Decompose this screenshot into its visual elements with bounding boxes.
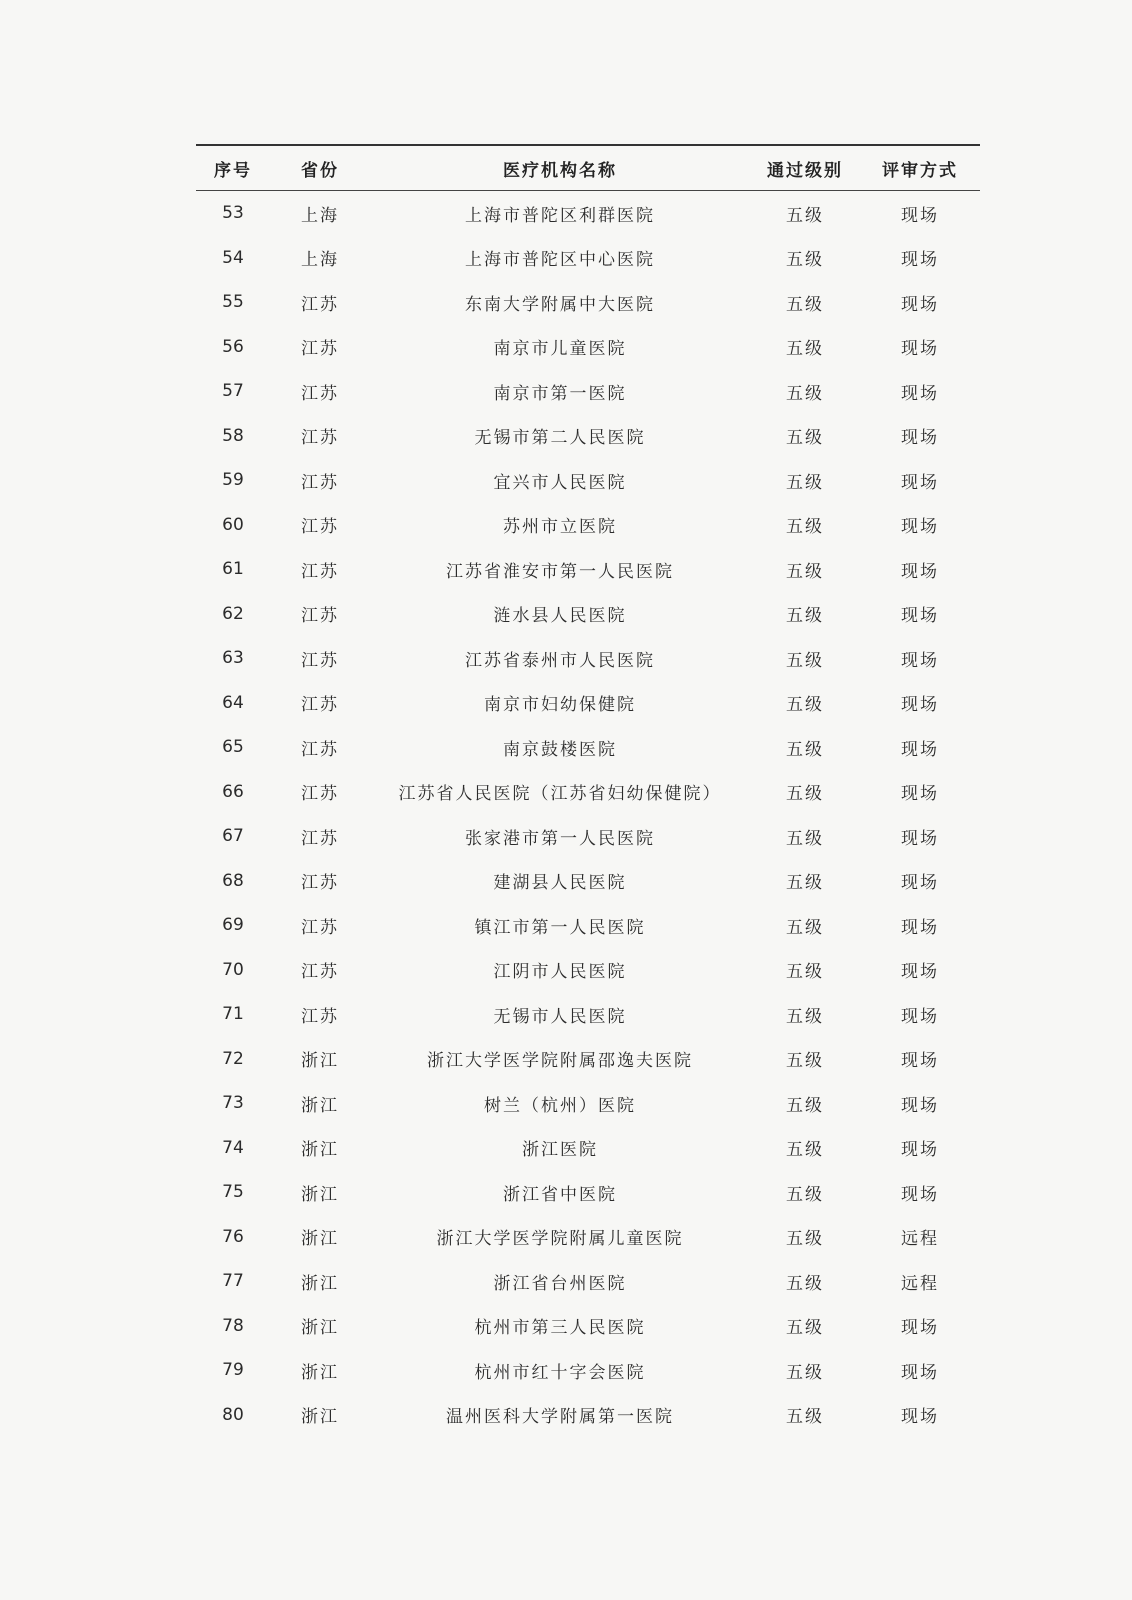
row-hospital-name: 镇江市第一人民医院	[474, 917, 646, 938]
table-row	[196, 992, 980, 1037]
table-row	[196, 191, 980, 236]
table-row	[196, 1126, 980, 1171]
row-province: 江苏	[301, 383, 339, 404]
row-num: 77	[222, 1271, 244, 1292]
row-level: 五级	[786, 1184, 824, 1205]
table-row	[196, 681, 980, 726]
row-province: 浙江	[301, 1273, 339, 1294]
row-review-method: 现场	[901, 472, 939, 493]
row-hospital-name: 宜兴市人民医院	[493, 472, 627, 493]
row-level: 五级	[786, 472, 824, 493]
row-review-method: 现场	[901, 383, 939, 404]
row-level: 五级	[786, 1229, 824, 1250]
row-num: 79	[222, 1360, 244, 1381]
row-hospital-name: 上海市普陀区利群医院	[465, 205, 655, 226]
row-level: 五级	[786, 517, 824, 538]
row-review-method: 现场	[901, 962, 939, 983]
row-num: 72	[222, 1048, 244, 1069]
row-num: 54	[222, 247, 244, 268]
table-row	[196, 1170, 980, 1215]
table-row	[196, 325, 980, 370]
row-province: 江苏	[301, 561, 339, 582]
row-hospital-name: 江苏省人民医院（江苏省妇幼保健院）	[398, 784, 722, 805]
row-province: 江苏	[301, 873, 339, 894]
row-num: 75	[222, 1182, 244, 1203]
table-row	[196, 280, 980, 325]
row-province: 上海	[301, 250, 339, 271]
row-review-method: 现场	[901, 1184, 939, 1205]
row-level: 五级	[786, 739, 824, 760]
row-review-method: 现场	[901, 739, 939, 760]
header-num: 序号	[214, 160, 252, 181]
row-level: 五级	[786, 962, 824, 983]
row-province: 浙江	[301, 1362, 339, 1383]
row-review-method: 现场	[901, 1140, 939, 1161]
row-review-method: 现场	[901, 1407, 939, 1428]
row-level: 五级	[786, 1095, 824, 1116]
row-level: 五级	[786, 784, 824, 805]
row-province: 浙江	[301, 1407, 339, 1428]
row-hospital-name: 江苏省淮安市第一人民医院	[446, 561, 674, 582]
row-level: 五级	[786, 873, 824, 894]
table-row	[196, 814, 980, 859]
row-hospital-name: 浙江省中医院	[503, 1184, 617, 1205]
row-province: 江苏	[301, 917, 339, 938]
row-province: 江苏	[301, 739, 339, 760]
row-review-method: 现场	[901, 517, 939, 538]
row-review-method: 现场	[901, 205, 939, 226]
row-num: 74	[222, 1137, 244, 1158]
row-num: 69	[222, 915, 244, 936]
row-hospital-name: 建湖县人民医院	[493, 873, 627, 894]
row-review-method: 现场	[901, 339, 939, 360]
row-level: 五级	[786, 1407, 824, 1428]
row-num: 71	[222, 1004, 244, 1025]
table-row	[196, 1348, 980, 1393]
row-hospital-name: 南京鼓楼医院	[503, 739, 617, 760]
row-level: 五级	[786, 917, 824, 938]
row-review-method: 现场	[901, 1362, 939, 1383]
row-hospital-name: 上海市普陀区中心医院	[465, 250, 655, 271]
row-province: 浙江	[301, 1051, 339, 1072]
row-review-method: 现场	[901, 828, 939, 849]
row-num: 55	[222, 292, 244, 313]
table-header-row	[196, 146, 980, 190]
row-level: 五级	[786, 1140, 824, 1161]
row-province: 江苏	[301, 517, 339, 538]
row-num: 58	[222, 425, 244, 446]
row-level: 五级	[786, 1051, 824, 1072]
row-num: 76	[222, 1226, 244, 1247]
row-num: 67	[222, 826, 244, 847]
table-row	[196, 1304, 980, 1349]
row-hospital-name: 杭州市第三人民医院	[474, 1318, 646, 1339]
row-num: 65	[222, 737, 244, 758]
row-review-method: 现场	[901, 917, 939, 938]
table-row	[196, 948, 980, 993]
row-num: 68	[222, 870, 244, 891]
row-review-method: 现场	[901, 294, 939, 315]
row-hospital-name: 浙江大学医学院附属邵逸夫医院	[427, 1051, 693, 1072]
table-row	[196, 903, 980, 948]
row-review-method: 现场	[901, 650, 939, 671]
row-province: 浙江	[301, 1095, 339, 1116]
row-review-method: 现场	[901, 695, 939, 716]
table-row	[196, 503, 980, 548]
table-row	[196, 1037, 980, 1082]
table-row	[196, 369, 980, 414]
row-hospital-name: 江阴市人民医院	[493, 962, 627, 983]
row-hospital-name: 无锡市第二人民医院	[474, 428, 646, 449]
row-level: 五级	[786, 383, 824, 404]
table-row	[196, 414, 980, 459]
row-num: 63	[222, 648, 244, 669]
row-level: 五级	[786, 606, 824, 627]
row-num: 60	[222, 514, 244, 535]
row-hospital-name: 东南大学附属中大医院	[465, 294, 655, 315]
row-review-method: 现场	[901, 1318, 939, 1339]
row-hospital-name: 南京市妇幼保健院	[484, 695, 636, 716]
row-level: 五级	[786, 1006, 824, 1027]
row-province: 江苏	[301, 294, 339, 315]
header-name: 医疗机构名称	[503, 160, 617, 181]
row-level: 五级	[786, 1273, 824, 1294]
table-row	[196, 1393, 980, 1438]
row-hospital-name: 杭州市红十字会医院	[474, 1362, 646, 1383]
row-num: 70	[222, 959, 244, 980]
header-province: 省份	[301, 160, 339, 181]
row-review-method: 现场	[901, 1095, 939, 1116]
row-num: 64	[222, 692, 244, 713]
row-hospital-name: 温州医科大学附属第一医院	[446, 1407, 674, 1428]
row-review-method: 现场	[901, 561, 939, 582]
row-review-method: 现场	[901, 873, 939, 894]
row-hospital-name: 涟水县人民医院	[493, 606, 627, 627]
row-province: 浙江	[301, 1184, 339, 1205]
hospital-table	[196, 144, 980, 1437]
row-review-method: 现场	[901, 1006, 939, 1027]
row-review-method: 现场	[901, 784, 939, 805]
row-num: 62	[222, 603, 244, 624]
row-level: 五级	[786, 1318, 824, 1339]
row-review-method: 远程	[901, 1229, 939, 1250]
table-row	[196, 770, 980, 815]
row-province: 江苏	[301, 784, 339, 805]
row-review-method: 现场	[901, 428, 939, 449]
row-num: 66	[222, 781, 244, 802]
row-province: 江苏	[301, 695, 339, 716]
row-province: 江苏	[301, 428, 339, 449]
row-review-method: 远程	[901, 1273, 939, 1294]
header-method: 评审方式	[882, 160, 958, 181]
row-level: 五级	[786, 1362, 824, 1383]
row-hospital-name: 树兰（杭州）医院	[484, 1095, 636, 1116]
row-province: 浙江	[301, 1318, 339, 1339]
row-hospital-name: 南京市儿童医院	[493, 339, 627, 360]
row-num: 80	[222, 1404, 244, 1425]
table-row	[196, 1081, 980, 1126]
row-num: 56	[222, 336, 244, 357]
row-num: 78	[222, 1315, 244, 1336]
table-row	[196, 1215, 980, 1260]
row-num: 73	[222, 1093, 244, 1114]
table-row	[196, 636, 980, 681]
row-hospital-name: 浙江省台州医院	[493, 1273, 627, 1294]
row-hospital-name: 浙江大学医学院附属儿童医院	[436, 1229, 684, 1250]
row-province: 江苏	[301, 472, 339, 493]
row-province: 江苏	[301, 339, 339, 360]
row-num: 59	[222, 470, 244, 491]
table-row	[196, 859, 980, 904]
row-num: 61	[222, 559, 244, 580]
row-level: 五级	[786, 205, 824, 226]
table-row	[196, 236, 980, 281]
row-province: 上海	[301, 205, 339, 226]
row-review-method: 现场	[901, 250, 939, 271]
row-level: 五级	[786, 650, 824, 671]
table-row	[196, 1259, 980, 1304]
row-level: 五级	[786, 428, 824, 449]
row-province: 江苏	[301, 650, 339, 671]
row-hospital-name: 江苏省泰州市人民医院	[465, 650, 655, 671]
row-hospital-name: 张家港市第一人民医院	[465, 828, 655, 849]
table-body	[196, 191, 980, 1437]
table-row	[196, 592, 980, 637]
row-review-method: 现场	[901, 606, 939, 627]
row-level: 五级	[786, 339, 824, 360]
row-hospital-name: 浙江医院	[522, 1140, 598, 1161]
row-num: 53	[222, 203, 244, 224]
row-num: 57	[222, 381, 244, 402]
row-level: 五级	[786, 695, 824, 716]
row-hospital-name: 无锡市人民医院	[493, 1006, 627, 1027]
table-row	[196, 547, 980, 592]
row-hospital-name: 苏州市立医院	[503, 517, 617, 538]
row-province: 浙江	[301, 1140, 339, 1161]
row-level: 五级	[786, 250, 824, 271]
row-level: 五级	[786, 561, 824, 582]
row-province: 江苏	[301, 1006, 339, 1027]
row-province: 浙江	[301, 1229, 339, 1250]
row-province: 江苏	[301, 828, 339, 849]
row-hospital-name: 南京市第一医院	[493, 383, 627, 404]
table-row	[196, 725, 980, 770]
row-province: 江苏	[301, 962, 339, 983]
row-level: 五级	[786, 294, 824, 315]
header-level: 通过级别	[767, 160, 843, 181]
row-review-method: 现场	[901, 1051, 939, 1072]
row-province: 江苏	[301, 606, 339, 627]
row-level: 五级	[786, 828, 824, 849]
table-row	[196, 458, 980, 503]
